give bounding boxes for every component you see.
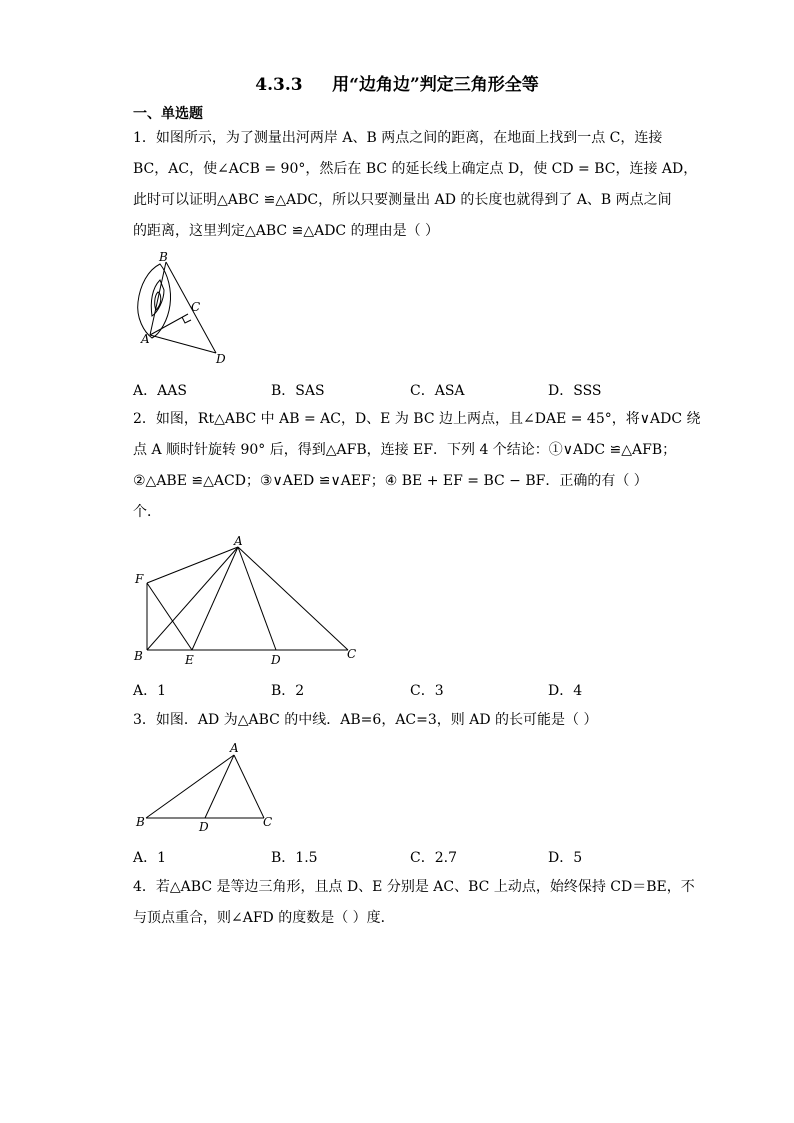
q3-option-b[interactable]: B．1.5 [271,850,318,866]
q2-option-b[interactable]: B．2 [271,683,305,699]
q2-label-A: A [234,534,243,548]
q2-line-3: ②△ABE ≌△ACD；③∨AED ≌∨AEF；④ BE + EF = BC − BF．正确的有（ ） [133,473,648,489]
page-title: 4.3.3 用“边角边”判定三角形全等 [255,75,539,95]
q1-label-B: B [159,250,168,264]
q2-segment-AD [238,547,276,650]
q2-label-C: C [347,647,357,661]
q2-segment-AC [238,547,348,650]
q1-label-A: A [141,332,150,346]
q3-option-a[interactable]: A．1 [133,850,167,866]
q2-segment-AB [147,547,238,650]
q4-line-1: 4．若△ABC 是等边三角形，且点 D、E 分别是 AC、BC 上动点，始终保持 CD＝BE，不 [133,879,695,895]
q2-line-2: 点 A 顺时针旋转 90° 后，得到△AFB，连接 EF．下列 4 个结论：①∨ADC ≌△AFB； [133,442,677,458]
q2-label-B: B [134,649,143,663]
q1-figure [130,250,240,370]
q2-segment-FE [147,583,192,650]
q3-figure [130,740,280,835]
q3-option-c[interactable]: C．2.7 [410,850,457,866]
q2-line-1: 2．如图，Rt△ABC 中 AB = AC，D、E 为 BC 边上两点，且∠DAE = 45°，将∨ADC 绕 [133,411,701,427]
q2-label-E: E [185,653,194,667]
q1-line-3: 此时可以证明△ABC ≌△ADC，所以只要测量出 AD 的长度也就得到了 A、B 两点之间 [133,192,672,208]
q2-option-c[interactable]: C．3 [410,683,444,699]
q1-line-2: BC，AC，使∠ACB = 90°，然后在 BC 的延长线上确定点 D，使 CD = BC，连接 AD， [133,161,698,177]
q2-figure [130,535,370,670]
q1-label-C: C [191,300,201,314]
q1-option-a[interactable]: A．AAS [133,383,187,399]
q3-segment-AB [146,755,234,818]
q2-option-a[interactable]: A．1 [133,683,167,699]
q1-option-c[interactable]: C．ASA [410,383,465,399]
q1-label-D: D [216,352,226,366]
q1-option-d[interactable]: D．SSS [548,383,602,399]
section-heading: 一、单选题 [133,106,203,122]
q1-line-1: 1．如图所示，为了测量出河两岸 A、B 两点之间的距离，在地面上找到一点 C，连接 [133,130,663,146]
q3-segment-AD [205,755,234,818]
q2-label-D: D [271,653,281,667]
q1-option-b[interactable]: B．SAS [271,383,325,399]
q2-option-d[interactable]: D．4 [548,683,583,699]
q1-line-AD [150,335,216,353]
q3-label-D: D [199,820,209,834]
q1-line-4: 的距离，这里判定△ABC ≌△ADC 的理由是（ ） [133,223,440,239]
q2-line-4: 个． [133,504,161,520]
q3-option-d[interactable]: D．5 [548,850,583,866]
q3-label-A: A [230,741,239,755]
q3-segment-AC [234,755,264,818]
q2-label-F: F [135,572,144,586]
q3-label-C: C [263,815,273,829]
q1-right-angle-mark [182,317,191,323]
q3-line-1: 3．如图．AD 为△ABC 的中线．AB=6，AC=3，则 AD 的长可能是（ ） [133,712,598,728]
q4-line-2: 与顶点重合，则∠AFD 的度数是（ ）度． [133,910,395,926]
q3-label-B: B [136,815,145,829]
